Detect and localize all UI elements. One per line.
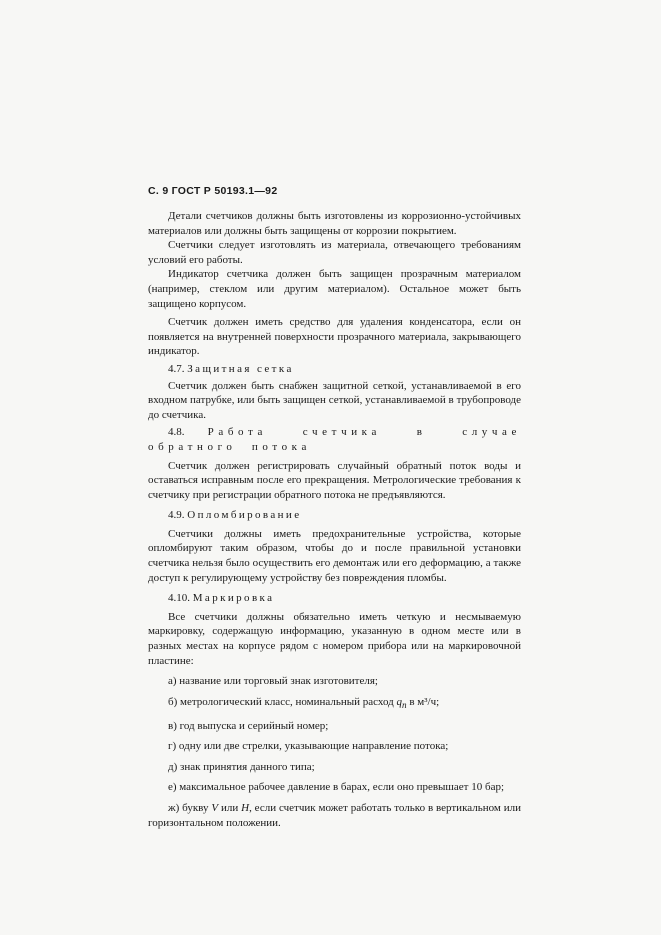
section-number: 4.10. [168, 592, 190, 605]
list-item-d: д) знак принятия данного типа; [168, 760, 315, 773]
section-title: Работа счетчика в случае обратного потока [148, 426, 522, 453]
paragraph-materials: Детали счетчиков должны быть изготовлены из коррозионно-устойчивых материалов или должны быть защищены от коррозии покрытием. [148, 210, 521, 237]
section-heading-4-8 [148, 425, 521, 454]
paragraph-manufacture: Счетчики следует изготовлять из материала, отвечающего требованиям условий его работы. [148, 239, 521, 266]
flow-rate-symbol: q [396, 695, 402, 708]
list-item-zh [148, 801, 521, 830]
list-item-b-prefix: б) метрологический класс, номинальный расход [168, 695, 394, 708]
section-number: 4.7. [168, 362, 185, 375]
list-item-zh-prefix: ж) букву [168, 801, 209, 814]
list-item-zh-suffix: , если счетчик может работать только в вертикальном или горизонтальном положении. [148, 801, 522, 829]
list-item-b-suffix: в м³/ч; [409, 695, 440, 708]
list-item-g: г) одну или две стрелки, указывающие направление потока; [168, 740, 449, 753]
section-title: Маркировка [192, 592, 275, 605]
list-item-v: в) год выпуска и серийный номер; [168, 719, 329, 732]
flow-rate-subscript: n [402, 700, 407, 710]
document-body [148, 209, 521, 830]
paragraph-indicator: Индикатор счетчика должен быть защищен прозрачным материалом (например, стеклом или другим материалом). Остальное может быть защищено корпусом. [148, 268, 521, 310]
letter-v: V [211, 801, 219, 814]
section-text-4-10: Все счетчики должны обязательно иметь четкую и несмываемую маркировку, содержащую информацию, указанную в одном месте или в разных местах на корпусе рядом с номером прибора или на маркировочной пластине: [148, 610, 521, 667]
section-heading-4-7 [148, 362, 521, 377]
list-item-a: а) название или торговый знак изготовителя; [168, 675, 378, 688]
list-item-b [148, 695, 521, 713]
section-number: 4.9. [168, 509, 185, 522]
list-item-e: е) максимальное рабочее давление в барах, если оно превышает 10 бар; [168, 781, 505, 794]
section-number: 4.8. [168, 426, 185, 439]
letter-h: H [241, 801, 250, 814]
marking-list [148, 674, 521, 830]
paragraph-condensate: Счетчик должен иметь средство для удаления конденсатора, если он появляется на внутренней поверхности прозрачного материала, закрывающего индикатор. [148, 316, 521, 358]
section-title: Защитная сетка [187, 362, 294, 375]
section-heading-4-10 [148, 591, 521, 606]
section-text-4-8: Счетчик должен регистрировать случайный обратный поток воды и оставаться исправным после его прекращения. Метрологические требования к счетчику при регистрации обратного потока не предъявляются. [148, 459, 521, 501]
section-title: Опломбирование [187, 509, 302, 522]
section-heading-4-9 [148, 508, 521, 523]
section-text-4-7: Счетчик должен быть снабжен защитной сеткой, устанавливаемой в его входном патрубке, или быть защищен сеткой, устанавливаемой в трубопроводе до счетчика. [148, 379, 521, 421]
list-item-zh-or: или [220, 801, 239, 814]
section-text-4-9: Счетчики должны иметь предохранительные устройства, которые опломбируют таким образом, чтобы до и после правильной установки счетчика нельзя было осуществить его демонтаж или его деформацию, а также доступ к регулирующему устройству без повреждения пломбы. [148, 527, 521, 584]
page-header: С. 9 ГОСТ Р 50193.1—92 [148, 185, 278, 197]
